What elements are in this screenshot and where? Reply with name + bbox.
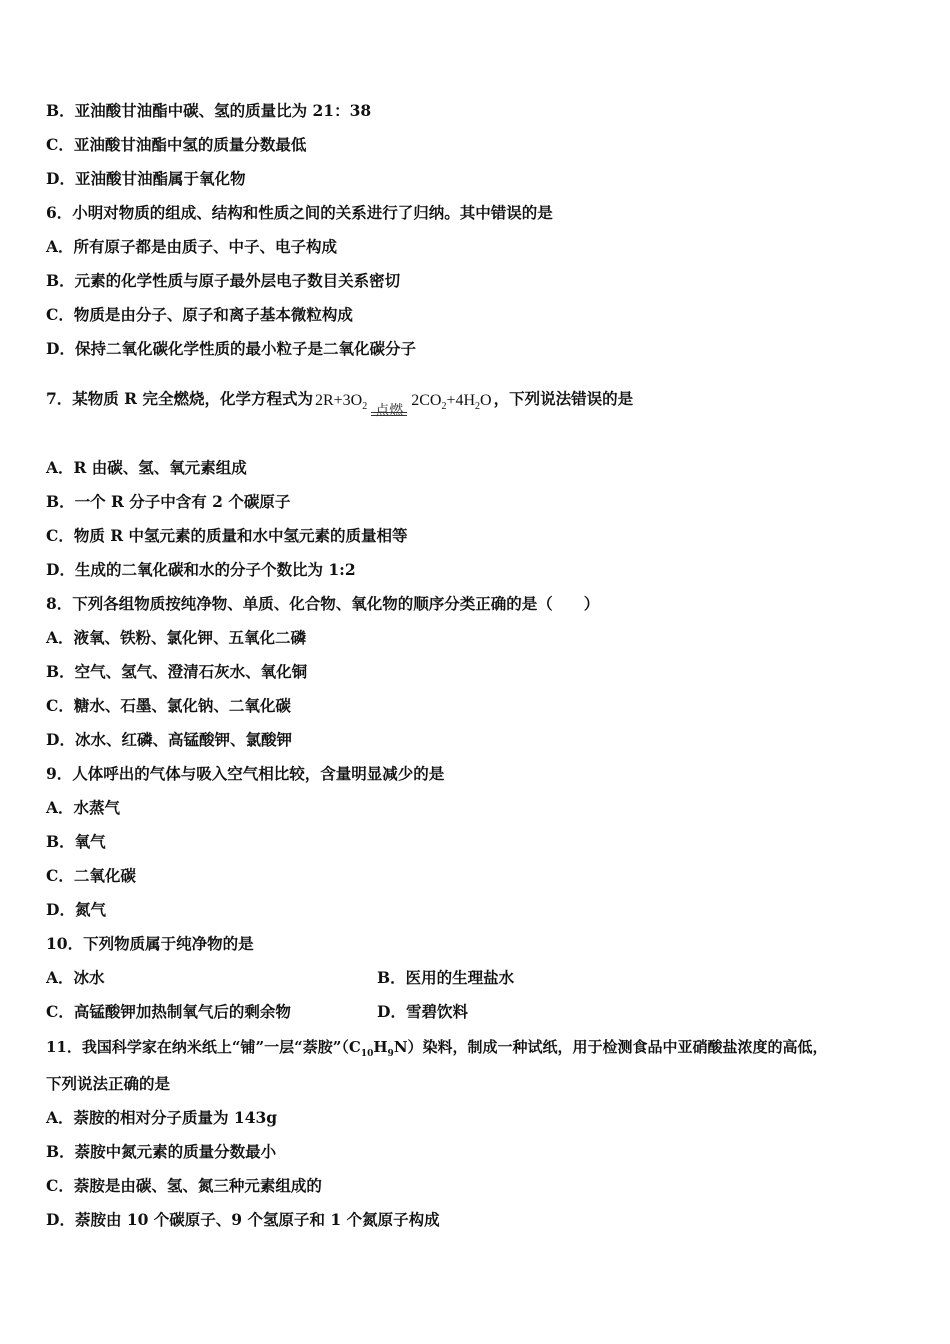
question-8-option-c: C．糖水、石墨、氯化钠、二氧化碳	[46, 696, 291, 715]
question-5-option-b: B．亚油酸甘油酯中碳、氢的质量比为 21：38	[46, 101, 372, 120]
question-11-option-c: C．萘胺是由碳、氢、氮三种元素组成的	[46, 1176, 322, 1195]
formula-sub: 9	[387, 1049, 394, 1059]
question-6-option-b: B．元素的化学性质与原子最外层电子数目关系密切	[46, 271, 401, 290]
question-10-option-b: B．医用的生理盐水	[377, 968, 515, 987]
question-7-option-c: C．物质 R 中氢元素的质量和水中氢元素的质量相等	[46, 526, 408, 545]
question-9-option-a: A．水蒸气	[46, 798, 121, 817]
equation-sub: 2	[362, 401, 368, 413]
question-7-option-a: A．R 由碳、氢、氧元素组成	[46, 458, 247, 477]
question-11-option-a: A．萘胺的相对分子质量为 143g	[46, 1108, 278, 1127]
question-8-stem: 8．下列各组物质按纯净物、单质、化合物、氧化物的顺序分类正确的是（ ）	[46, 594, 600, 613]
chemical-equation	[315, 380, 492, 420]
equation-sub: 2	[475, 401, 481, 413]
question-6-option-c: C．物质是由分子、原子和离子基本微粒构成	[46, 305, 353, 324]
question-7-stem	[46, 378, 633, 420]
question-6-option-d: D．保持二氧化碳化学性质的最小粒子是二氧化碳分子	[46, 339, 416, 358]
question-9-option-c: C．二氧化碳	[46, 866, 136, 885]
question-7-option-d: D．生成的二氧化碳和水的分子个数比为 1:2	[46, 560, 356, 579]
question-10-option-c: C．高锰酸钾加热制氧气后的剩余物	[46, 1002, 291, 1021]
question-6-stem: 6．小明对物质的组成、结构和性质之间的关系进行了归纳。其中错误的是	[46, 203, 553, 222]
equation-sub: 2	[441, 401, 447, 413]
question-7-stem-text: 7．某物质 R 完全燃烧，化学方程式为	[46, 389, 313, 408]
question-11-stem-line2: 下列说法正确的是	[46, 1074, 171, 1093]
question-7-stem-tail: ，下列说法错误的是	[493, 389, 634, 408]
question-9-stem: 9．人体呼出的气体与吸入空气相比较，含量明显减少的是	[46, 764, 445, 783]
question-10-option-a: A．冰水	[46, 968, 105, 987]
question-11-option-d: D．萘胺由 10 个碳原子、9 个氢原子和 1 个氮原子构成	[46, 1210, 440, 1229]
question-11-stem-text: 11．我国科学家在纳米纸上“铺”一层“萘胺”（C	[46, 1038, 361, 1056]
formula-sub: 10	[360, 1049, 374, 1059]
question-9-option-d: D．氮气	[46, 900, 106, 919]
question-8-option-b: B．空气、氢气、澄清石灰水、氧化铜	[46, 662, 308, 681]
question-11-option-b: B．萘胺中氮元素的质量分数最小	[46, 1142, 277, 1161]
question-11-stem-tail: N）染料，制成一种试纸，用于检测食品中亚硝酸盐浓度的高低，	[393, 1038, 828, 1056]
question-11-stem	[46, 1037, 828, 1064]
question-10-option-d: D．雪碧饮料	[377, 1002, 468, 1021]
question-5-option-d: D．亚油酸甘油酯属于氧化物	[46, 169, 246, 188]
equation-condition: 点燃	[375, 403, 404, 420]
equation-product-2: +4H	[446, 392, 476, 409]
question-7-option-b: B．一个 R 分子中含有 2 个碳原子	[46, 492, 291, 511]
question-8-option-d: D．冰水、红磷、高锰酸钾、氯酸钾	[46, 730, 292, 749]
equation-arrow	[369, 390, 409, 430]
question-9-option-b: B．氧气	[46, 832, 106, 851]
question-6-option-a: A．所有原子都是由质子、中子、电子构成	[46, 237, 338, 256]
question-8-option-a: A．液氧、铁粉、氯化钾、五氧化二磷	[46, 628, 307, 647]
formula-element: H	[373, 1038, 388, 1056]
equation-product-2-end: O	[480, 392, 492, 409]
question-5-option-c: C．亚油酸甘油酯中氢的质量分数最低	[46, 135, 307, 154]
equation-product-1: 2CO	[411, 392, 442, 409]
equation-reactants: 2R+3O	[314, 392, 363, 409]
question-10-stem: 10．下列物质属于纯净物的是	[46, 934, 254, 953]
